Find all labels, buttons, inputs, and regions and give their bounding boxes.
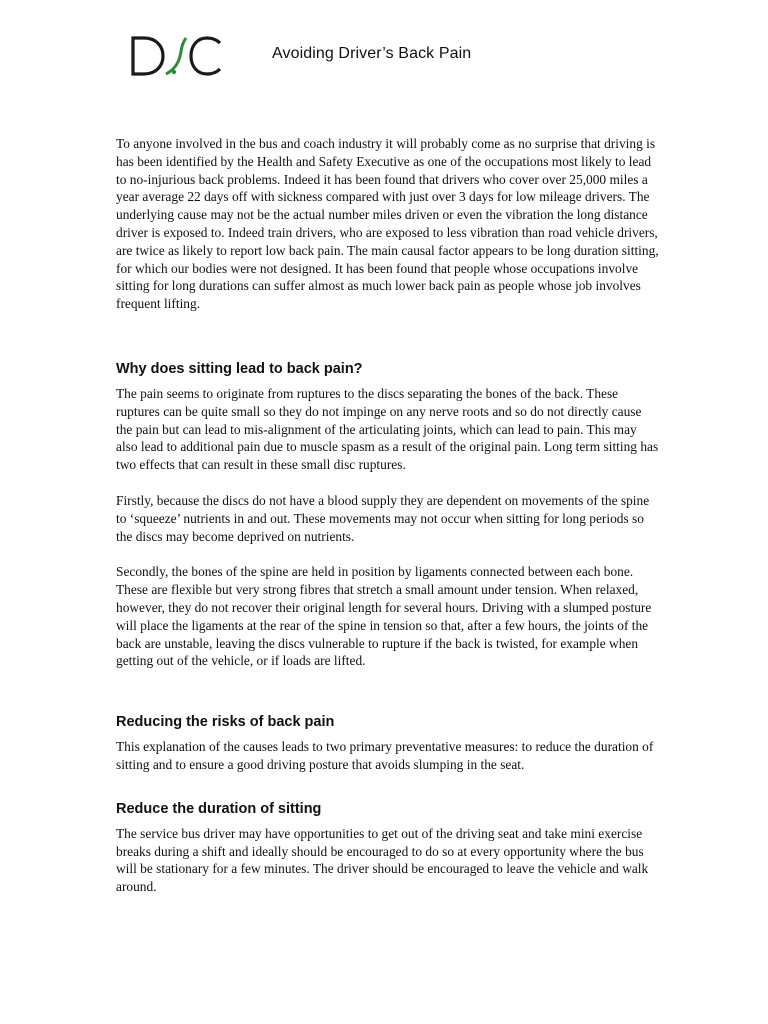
intro-paragraph: To anyone involved in the bus and coach industry it will probably come as no surprise that driving is has been identified by the Health and Safety Executive as one of the occupations most likely to lead to no-injurious back problems. Indeed it has been found that drivers who cover over 25,000 miles a year average 22 days off with sickness compared with just over 3 days for low mileage drivers. The underlying cause may not be the actual number miles driven or even the vibration the long distance driver is exposed to. Indeed train drivers, who are exposed to less vibration than road vehicle drivers, are twice as likely to report low back pain. The main causal factor appears to be long duration sitting, for which our bodies were not designed. It has been found that people whose occupations involve sitting for long durations can suffer almost as much lower back pain as people whose job involves frequent lifting. xyxy=(116,136,659,312)
section-heading-why-sitting: Why does sitting lead to back pain? xyxy=(116,360,363,377)
body-paragraph: Firstly, because the discs do not have a blood supply they are dependent on movements of the spine to ‘squeeze’ nutrients in and out. These movements may not occur when sitting for long periods so the discs may become deprived on nutrients. xyxy=(116,492,650,544)
body-paragraph: This explanation of the causes leads to two primary preventative measures: to reduce the duration of sitting and to ensure a good driving posture that avoids slumping in the seat. xyxy=(116,739,654,772)
body-paragraph: The service bus driver may have opportunities to get out of the driving seat and take mini exercise breaks during a shift and ideally should be encouraged to do so at every opportunity where the bus will be stationary for a few minutes. The driver should be encouraged to leave the vehicle and walk around. xyxy=(116,825,649,895)
document-body xyxy=(116,135,661,896)
document-title: Avoiding Driver’s Back Pain xyxy=(272,45,472,62)
section-heading-reduce-duration: Reduce the duration of sitting xyxy=(116,800,322,817)
body-paragraph: The pain seems to originate from ruptures to the discs separating the bones of the back. These ruptures can be quite small so they do not impinge on any nerve roots and so do not directly cause the pain but can lead to mis-alignment of the articulating joints, which can lead to pain. This may also lead to additional pain due to muscle spasm as a result of the original pain. Long term sitting has two effects that can result in these small disc ruptures. xyxy=(116,385,659,473)
dsc-logo xyxy=(130,34,225,78)
body-paragraph: Secondly, the bones of the spine are held in position by ligaments connected between each bone. These are flexible but very strong fibres that stretch a small amount under tension. When relaxed, however, they do not recover their original length for several hours. Driving with a slumped posture will place the ligaments at the rear of the spine in tension so that, after a few hours, the joints of the back are unstable, leaving the discs vulnerable to rupture if the back is twisted, for example when getting out of the vehicle, or if loads are lifted. xyxy=(116,564,652,669)
section-heading-reducing-risks: Reducing the risks of back pain xyxy=(116,714,335,731)
